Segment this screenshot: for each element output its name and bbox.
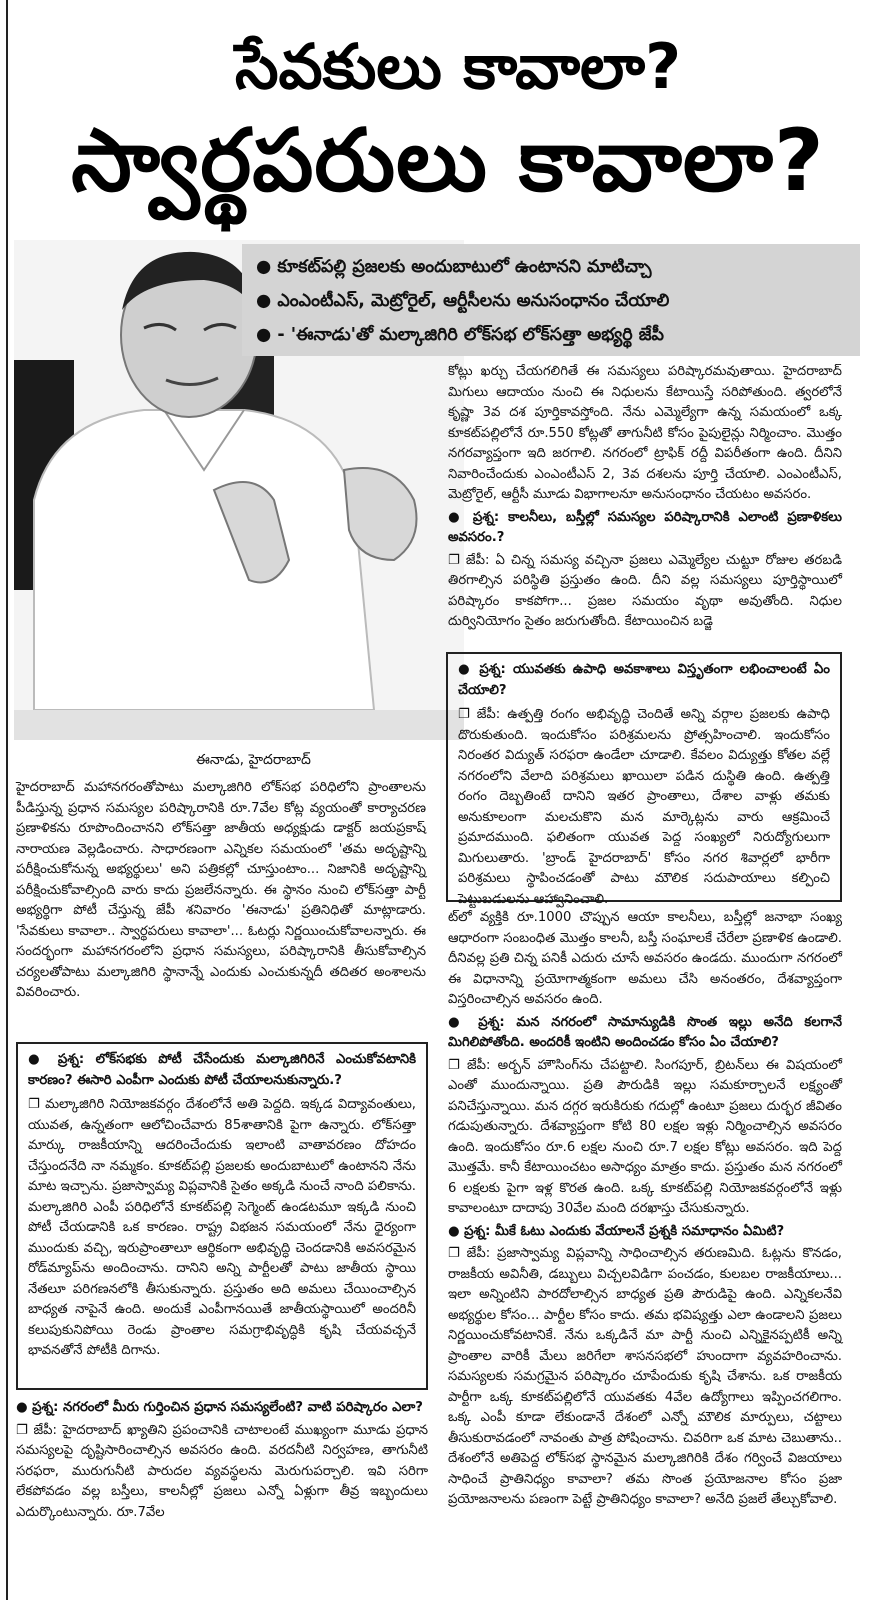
question: ● ప్రశ్న: మీకే ఓటు ఎందుకు వేయాలనే ప్రశ్నకి సమాధానం ఏమిటి?: [448, 1223, 785, 1239]
question: ● ప్రశ్న: మన నగరంలో సామాన్యుడికి సొంత ఇల్లు అనేది కలగానే మిగిలిపోతోంది. అందరికీ ఇంటిని అందించడం కోసం ఏం చేయాలి?: [448, 1014, 842, 1050]
left-bottom-qa: [16, 1398, 428, 1525]
answer: ❐ జేపీ: హైదరాబాద్‌ ఖ్యాతిని ప్రపంచానికి చాటాలంటే ముఖ్యంగా మూడు ప్రధాన సమస్యలపై దృష్టిసారించాల్సిన అవసరం ఉంది. వరదనీటి నిర్వహణ, తాగునీటి సరఫరా, మురుగునీటి పారుదల వ్యవస్థలను మెరుగుపర్చాలి. ఇవి సరిగా లేకపోవడం వల్ల బస్తీలు, కాలనీల్లో ప్రజలు ఎన్నో ఏళ్లుగా తీవ్ర ఇబ్బందులు ఎదుర్కొంటున్నారు. రూ.7వేల: [16, 1422, 428, 1520]
qa-box-left: [16, 1042, 428, 1390]
highlight-item: ● కూకట్‌పల్లి ప్రజలకు అందుబాటులో ఉంటానని మాటిచ్చా: [256, 257, 652, 277]
question: ● ప్రశ్న: యువతకు ఉపాధి అవకాశాలు విస్తృతంగా లభించాలంటే ఏం చేయాలి?: [458, 662, 830, 698]
byline: ఈనాడు, హైదరాబాద్‌: [196, 752, 311, 768]
answer: ❐ మల్కాజిగిరి నియోజకవర్గం దేశంలోనే అతి పెద్దది. ఇక్కడ విద్యావంతులు, యువత, ఉన్నతంగా ఆలోచించేవారు 85శాతానికి పైగా ఉన్నారు. లోక్‌సత్తా మార్కు రాజకీయాన్ని ఆదరించేందుకు ఇలాంటి వాతావరణం దోహదం చేస్తుందనేది నా నమ్మకం. కూకట్‌పల్లి ప్రజలకు అందుబాటులో ఉంటానని నేను మాట ఇచ్చాను. ప్రజాస్వామ్య విప్లవానికి సైతం అక్కడి నుంచే నాంది పలికాను. మల్కాజిగిరి ఎంపీ పరిధిలోనే కూకట్‌పల్లి సెగ్మెంట్‌ ఉండటమూ ఇక్కడి నుంచి పోటీ చేయడానికి ఒక కారణం. రాష్ట్ర విభజన సమయంలో నేను ధైర్యంగా ముందుకు వచ్చి, ఇరుప్రాంతాలూ ఆర్థికంగా అభివృద్ధి చెందడానికి అవసరమైన రోడ్‌మ్యాప్‌ను అందించాను. దానిని అన్ని పార్టీలతో పాటు జాతీయ స్థాయి నేతలూ పరిగణనలోకి తీసుకున్నారు. ప్రస్తుతం అది అమలు చేయించాల్సిన బాధ్యత నాపైనే ఉంది. అందుకే ఎంపీగానయితే జాతీయస్థాయిలో అందరినీ కలుపుకునిపోయి రెండు ప్రాంతాల సమగ్రాభివృద్ధికి కృషి చేయవచ్చనే భావనతోనే పోటీకి దిగాను.: [28, 1097, 416, 1358]
intro-column: [16, 778, 426, 1004]
column-rule: [6, 0, 8, 1600]
paragraph: కోట్లు ఖర్చు చేయగలిగితే ఈ సమస్యలు పరిష్కారమవుతాయి. హైదరాబాద్‌ మిగులు ఆదాయం నుంచి ఈ నిధులను కేటాయిస్తే సరిపోతుంది. త్వరలోనే కృష్ణా 3వ దశ పూర్తికావస్తోంది. నేను ఎమ్మెల్యేగా ఉన్న సమయంలో ఒక్క కూకట్‌పల్లిలోనే రూ.550 కోట్లతో తాగునీటి కోసం పైపులైన్లు నిర్మించాం. మొత్తం నగరవ్యాప్తంగా ఇది జరగాలి. నగరంలో ట్రాఫిక్‌ రద్దీ విపరీతంగా ఉంది. దీనిని నివారించేందుకు ఎంఎంటీఎస్‌ 2, 3వ దశలను పూర్తి చేయాలి. ఎంఎంటీఎస్‌, మెట్రోరైల్‌, ఆర్టీసీ మూడు విభాగాలనూ అనుసంధానం చేయటం అవసరం.: [448, 364, 842, 502]
qa-box-right: [446, 652, 842, 907]
question: ● ప్రశ్న: నగరంలో మీరు గుర్తించిన ప్రధాన సమస్యలేంటి? వాటి పరిష్కారం ఎలా?: [16, 1400, 423, 1415]
highlight-item: ● - 'ఈనాడు'తో మల్కాజిగిరి లోక్‌సభ లోక్‌సత్తా అభ్యర్థి జేపీ: [256, 325, 664, 345]
answer: ❐ జేపీ: ఏ చిన్న సమస్య వచ్చినా ప్రజలు ఎమ్మెల్యేల చుట్టూ రోజుల తరబడి తిరగాల్సిన పరిస్థితి ప్రస్తుతం ఉంది. దీని వల్ల సమస్యలు పూర్తిస్థాయిలో పరిష్కారం కాకపోగా... ప్రజల సమయం వృథా అవుతోంది. నిధుల దుర్వినియోగం సైతం జరుగుతోంది. కేటాయించిన బడ్జె: [448, 552, 842, 629]
highlights-box: [242, 244, 860, 356]
answer: ❐ జేపీ: అర్బన్‌ హౌసింగ్‌ను చేపట్టాలి. సింగపూర్‌, బ్రిటన్‌లు ఈ విషయంలో ఎంతో ముందున్నాయి. ప్రతి పౌరుడికి ఇల్లు సమకూర్చాలనే లక్ష్యంతో పనిచేస్తున్నాయి. మన దగ్గర ఇరుకిరుకు గదుల్లో ఉంటూ ప్రజలు దుర్భర జీవితం గడుపుతున్నారు. దేశవ్యాప్తంగా కోటి 80 లక్షల ఇళ్లు నిర్మించాల్సిన అవసరం ఉంది. ఇందుకోసం రూ.6 లక్షల నుంచి రూ.7 లక్షల కోట్లు అవసరం. ఇది పెద్ద మొత్తమే. కానీ కేటాయించటం అసాధ్యం మాత్రం కాదు. ప్రస్తుతం మన నగరంలో 6 లక్షలకు పైగా ఇళ్ల కొరత ఉంది. ఒక్క కూకట్‌పల్లి నియోజకవర్గంలోనే ఇళ్లు కావాలంటూ దాదాపు 30వేల మంది దరఖాస్తు చేసుకున్నారు.: [448, 1057, 842, 1216]
right-top-column: [448, 362, 842, 635]
question: ● ప్రశ్న: లోక్‌సభకు పోటీ చేసేందుకు మల్కాజిగిరినే ఎంచుకోవటానికి కారణం? ఈసారి ఎంపీగా ఎందుకు పోటీ చేయాలనుకున్నారు.?: [28, 1052, 416, 1088]
answer: ❐ జేపీ: ప్రజాస్వామ్య విప్లవాన్ని సాధించాల్సిన తరుణమిది. ఓట్లను కొనడం, రాజకీయ అవినీతి, డబ్బులు విచ్చలవిడిగా పంచడం, కులబల రాజకీయాలు... ఇలా అన్నింటిని పారదోలాల్సిన బాధ్యత ప్రతి పౌరుడిపై ఉంది. ఎన్నికలనేవి అభ్యర్థుల కోసం... పార్టీల కోసం కాదు. తమ భవిష్యత్తు ఎలా ఉండాలని ప్రజలు నిర్ణయించుకోవటానికే. నేను ఒక్కడినే మా పార్టీ నుంచి ఎన్నికైనప్పటికీ అన్ని ప్రాంతాల వారికీ మేలు జరిగేలా శాసనసభలో హుందాగా వ్యవహరించాను. సమస్యలకు సమగ్రమైన పరిష్కారం చూపేందుకు కృషి చేశాను. ఒక రాజకీయ పార్టీగా ఒక్క కూకట్‌పల్లిలోనే యువతకు 4వేల ఉద్యోగాలు ఇప్పించగలిగాం. ఒక్క ఎంపీ కూడా లేకుండానే దేశంలో ఎన్నో మౌలిక మార్పులు, చట్టాలు తీసుకురావడంలో నావంతు పాత్ర పోషించాను. చివరిగా ఒక మాట చెబుతాను.. దేశంలోనే అతిపెద్ద లోక్‌సభ స్థానమైన మల్కాజిగిరికి దేశం గర్వించే విజయాలు సాధించే ప్రాతినిధ్యం కావాలా? తమ సొంత ప్రయోజనాల కోసం ప్రజా ప్రయోజనాలను పణంగా పెట్టే ప్రాతినిధ్యం కావాలా? అనేది ప్రజలే తేల్చుకోవాలి.: [448, 1246, 842, 1507]
paragraph: ట్‌లో వ్యక్తికి రూ.1000 చొప్పున ఆయా కాలనీలు, బస్తీల్లో జనాభా సంఖ్య ఆధారంగా సంబంధిత మొత్తం కాలనీ, బస్తీ సంఘాలకే చేరేలా ప్రణాళిక ఉండాలి. దీనివల్ల ప్రతి చిన్న పనికీ ఎదురు చూసే అవసరం ఉండదు. ముందుగా నగరంలో ఈ విధానాన్ని ప్రయోగాత్మకంగా అమలు చేసి అనంతరం, దేశవ్యాప్తంగా విస్తరించాల్సిన అవసరం ఉంది.: [448, 910, 842, 1007]
intro-paragraph: హైదరాబాద్‌ మహానగరంతోపాటు మల్కాజిగిరి లోక్‌సభ పరిధిలోని ప్రాంతాలను పీడిస్తున్న ప్రధాన సమస్యల పరిష్కారానికి రూ.7వేల కోట్ల వ్యయంతో కార్యాచరణ ప్రణాళికను రూపొందించానని లోక్‌సత్తా జాతీయ అధ్యక్షుడు డాక్టర్‌ జయప్రకాష్‌ నారాయణ వెల్లడించారు. సాధారణంగా ఎన్నికల సమయంలో 'తమ అదృష్టాన్ని పరీక్షించుకోనున్న అభ్యర్థులు' అని పత్రికల్లో చూస్తుంటాం... నిజానికి అదృష్టాన్ని పరీక్షించుకోవాల్సింది వారు కాదు ప్రజలేనన్నారు. ఈ స్థానం నుంచి లోక్‌సత్తా పార్టీ అభ్యర్థిగా పోటీ చేస్తున్న జేపీ శనివారం 'ఈనాడు' ప్రతినిధితో మాట్లాడారు. 'సేవకులు కావాలా.. స్వార్థపరులు కావాలా'... ఓటర్లు నిర్ణయించుకోవాలన్నారు. ఈ సందర్భంగా మహానగరంలోని ప్రధాన సమస్యలు, పరిష్కారానికి తీసుకోవాల్సిన చర్యలతోపాటు మల్కాజిగిరి స్థానాన్నే ఎందుకు ఎంచుకున్నదీ తదితర అంశాలను వివరించారు.: [16, 780, 426, 1000]
highlight-item: ● ఎంఎంటీఎస్‌, మెట్రోరైల్‌, ఆర్టీసీలను అనుసంధానం చేయాలి: [256, 291, 670, 311]
headline-line-1: సేవకులు కావాలా?: [234, 30, 682, 103]
answer: ❐ జేపీ: ఉత్పత్తి రంగం అభివృద్ధి చెందితే అన్ని వర్గాల ప్రజలకు ఉపాధి దొరుకుతుంది. ఇందుకోసం పరిశ్రమలను ప్రోత్సహించాలి. ఇందుకోసం నిరంతర విద్యుత్‌ సరఫరా ఉండేలా చూడాలి. కేవలం విద్యుత్తు కోతల వల్లే నగరంలోని వేలాది పరిశ్రమలు ఖాయిలా పడిన దుస్థితి ఉంది. ఉత్పత్తి రంగం దెబ్బతింటే దానిని ఇతర ప్రాంతాలు, దేశాల వాళ్లు తమకు అనుకూలంగా మలచుకొని మన మార్కెట్లను వారు ఆక్రమించే ప్రమాదముంది. ఫలితంగా యువత పెద్ద సంఖ్యలో నిరుద్యోగులుగా మిగులుతారు. 'బ్రాండ్‌ హైదరాబాద్‌' కోసం నగర శివార్లలో భారీగా పరిశ్రమలు స్థాపించడంతో పాటు మౌలిక సదుపాయాలు కల్పించి పెట్టుబడులను ఆహ్వానించాలి.: [458, 707, 830, 907]
right-bottom-column: [448, 908, 842, 1513]
question: ● ప్రశ్న: కాలనీలు, బస్తీల్లో సమస్యల పరిష్కారానికి ఎలాంటి ప్రణాళికలు అవసరం.?: [448, 509, 842, 545]
headline-line-2: స్వార్థపరులు కావాలా?: [71, 111, 825, 211]
